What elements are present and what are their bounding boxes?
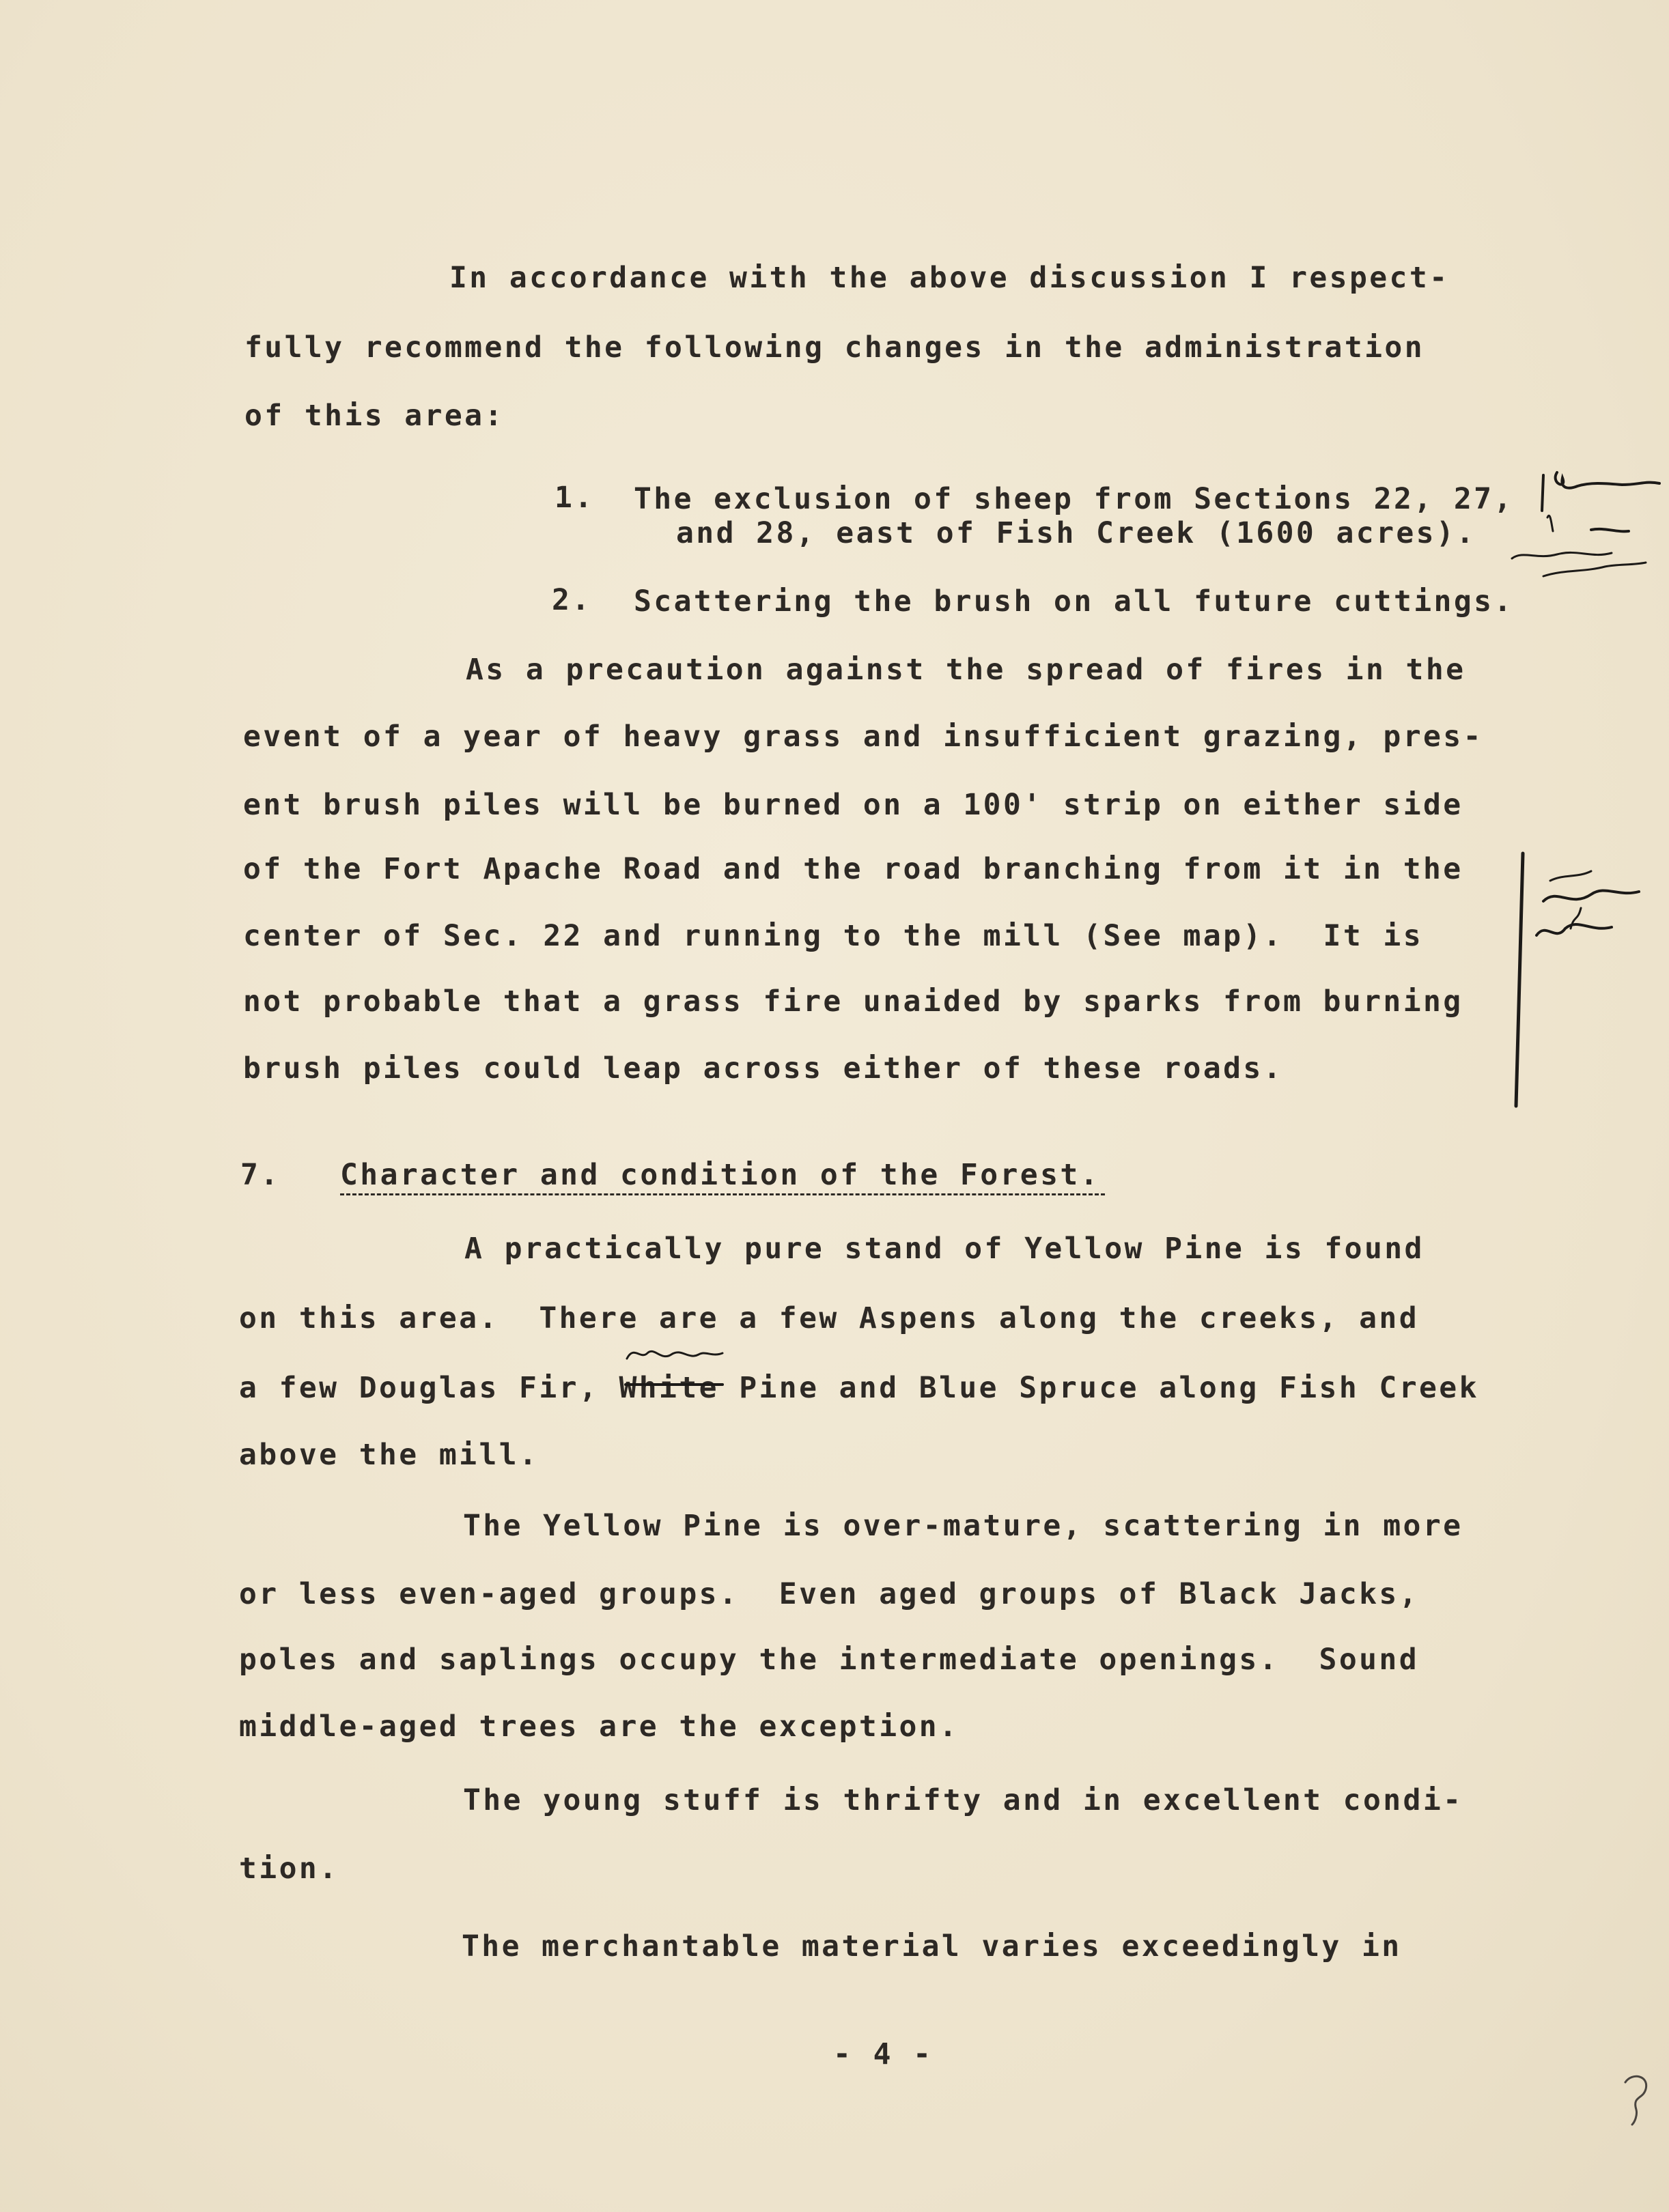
body-text-line: As a precaution against the spread of fires in the [466,653,1466,687]
section-title: Character and condition of the Forest. [340,1158,1100,1192]
body-text-line: center of Sec. 22 and running to the mill (See map). It is [243,919,1424,953]
margin-annotation-1 [1502,470,1666,586]
body-text-line: The Yellow Pine is over-mature, scattering in more [463,1509,1463,1543]
body-text-line: of this area: [244,399,505,433]
body-text-line: fully recommend the following changes in the administration [244,330,1425,365]
section-title-underline [340,1193,1105,1195]
strikethrough-mark [623,1378,725,1391]
body-text-line: event of a year of heavy grass and insufficient grazing, pres- [243,720,1483,754]
body-text-line: middle-aged trees are the exception. [239,1710,959,1744]
body-text-line: or less even-aged groups. Even aged groups of Black Jacks, [239,1577,1420,1611]
body-text-line: above the mill. [239,1438,539,1472]
margin-annotation-bracket [1475,847,1666,1120]
body-text-line: poles and saplings occupy the intermediate openings. Sound [239,1643,1420,1677]
body-text-line: not probable that a grass fire unaided by sparks from burning [243,984,1463,1019]
page-number: - 4 - [833,2037,934,2071]
body-text-line: on this area. There are a few Aspens along the creeks, and [239,1301,1420,1335]
recommendation-text: and 28, east of Fish Creek (1600 acres). [676,516,1476,550]
body-text-line: A practically pure stand of Yellow Pine is found [464,1232,1425,1266]
corner-pencil-mark [1618,2069,1659,2130]
body-text-line: tion. [239,1852,339,1886]
body-text-line: The young stuff is thrifty and in excellent condi- [463,1783,1463,1817]
recommendation-text: The exclusion of sheep from Sections 22, 27, [634,482,1514,516]
recommendation-text: Scattering the brush on all future cuttings. [634,584,1514,619]
body-text-line: ent brush piles will be burned on a 100' strip on either side [243,788,1463,822]
recommendation-number: 2. [552,583,592,617]
body-text-line: In accordance with the above discussion I respect- [449,261,1450,295]
handwritten-insertion-mark [620,1339,729,1367]
section-number: 7. [240,1158,281,1192]
body-text-line: a few Douglas Fir, White Pine and Blue Spruce along Fish Creek [239,1371,1479,1405]
body-text-line: of the Fort Apache Road and the road branching from it in the [243,852,1463,886]
body-text-line: The merchantable material varies exceedingly in [462,1929,1402,1963]
body-text-line: brush piles could leap across either of these roads. [243,1051,1283,1086]
recommendation-number: 1. [555,481,595,515]
